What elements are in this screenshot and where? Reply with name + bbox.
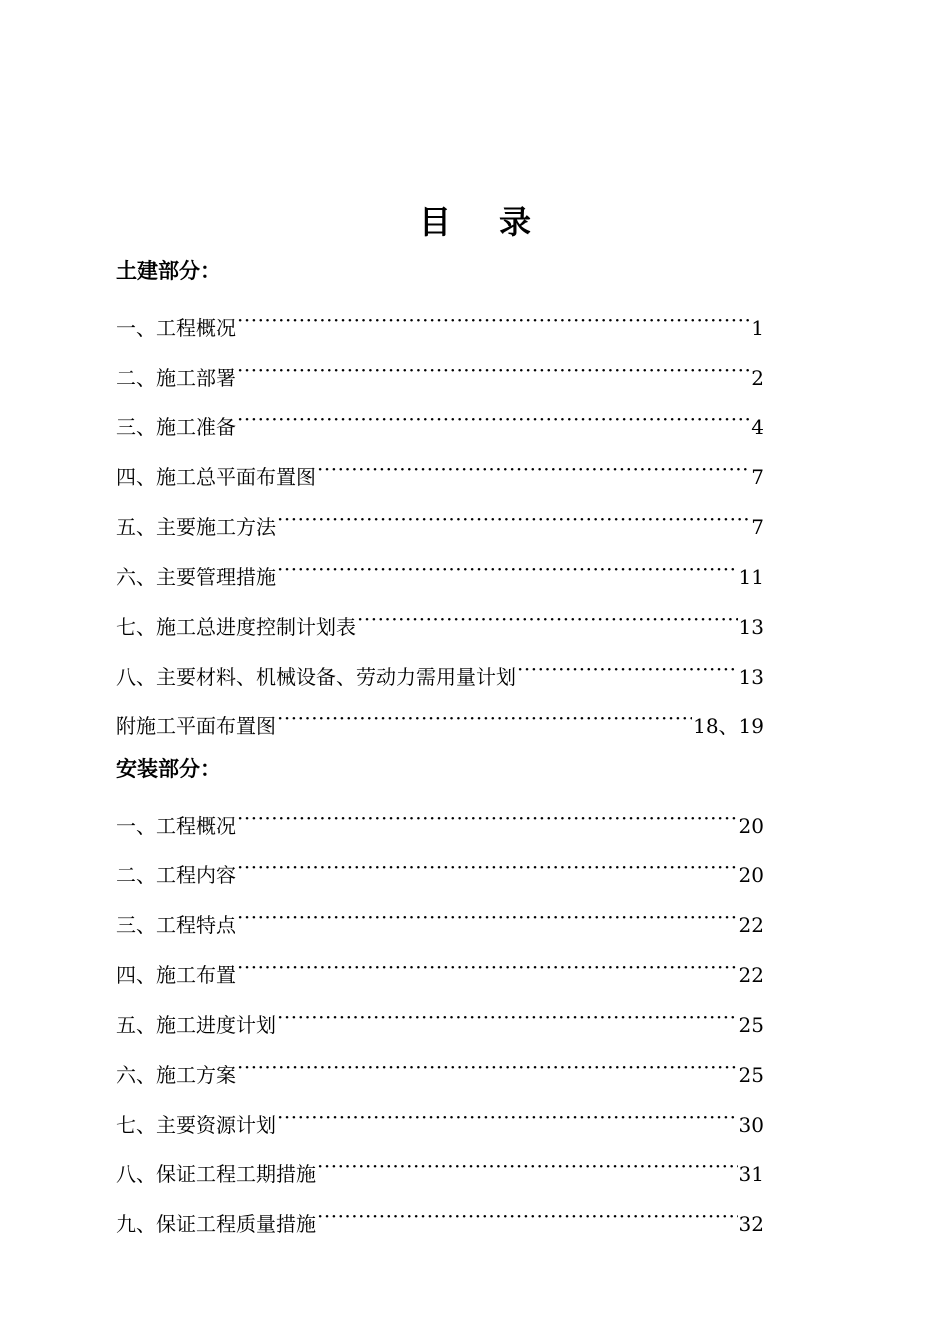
toc-entry-page: 20 bbox=[738, 814, 764, 838]
toc-entry-label: 五、主要施工方法 bbox=[116, 515, 276, 539]
dot-leader bbox=[317, 1201, 738, 1231]
dot-leader bbox=[237, 852, 738, 882]
toc-entry-page: 11 bbox=[738, 565, 764, 589]
toc-entry-label: 二、施工部署 bbox=[116, 366, 236, 390]
toc-entry-label: 二、工程内容 bbox=[116, 863, 236, 887]
toc-entry-page: 25 bbox=[738, 1013, 764, 1037]
dot-leader bbox=[237, 305, 750, 335]
toc-entry[interactable] bbox=[116, 404, 764, 439]
toc-entry-label: 八、保证工程工期措施 bbox=[116, 1162, 316, 1186]
dot-leader bbox=[237, 952, 738, 982]
dot-leader bbox=[357, 604, 738, 634]
toc-entry-page: 13 bbox=[738, 665, 764, 689]
toc-entry-page: 30 bbox=[738, 1113, 764, 1137]
toc-entry[interactable] bbox=[116, 803, 764, 838]
toc-entry-page: 20 bbox=[738, 863, 764, 887]
toc-entry-page: 18、19 bbox=[693, 714, 764, 738]
toc-entry[interactable] bbox=[116, 604, 764, 639]
toc-entry[interactable] bbox=[116, 703, 764, 738]
toc-entry[interactable] bbox=[116, 654, 764, 689]
toc-entry[interactable] bbox=[116, 852, 764, 887]
toc-entry-label: 九、保证工程质量措施 bbox=[116, 1212, 316, 1236]
toc-entry[interactable] bbox=[116, 305, 764, 340]
toc-entry-label: 四、施工布置 bbox=[116, 963, 236, 987]
dot-leader bbox=[237, 355, 750, 385]
dot-leader bbox=[277, 1102, 738, 1132]
toc-entry-label: 四、施工总平面布置图 bbox=[116, 465, 316, 489]
toc-entry-label: 附施工平面布置图 bbox=[116, 714, 276, 738]
toc-entry-page: 22 bbox=[738, 913, 764, 937]
toc-title bbox=[0, 198, 950, 246]
dot-leader bbox=[277, 554, 738, 584]
dot-leader bbox=[317, 454, 750, 484]
dot-leader bbox=[237, 902, 738, 932]
toc-entry-label: 一、工程概况 bbox=[116, 814, 236, 838]
toc-entry-page: 7 bbox=[751, 465, 764, 489]
toc-entry[interactable] bbox=[116, 1002, 764, 1037]
install-section-heading: 安装部分： bbox=[116, 757, 221, 781]
civil-section-heading: 土建部分： bbox=[116, 259, 221, 283]
dot-leader bbox=[237, 404, 750, 434]
toc-entry-label: 一、工程概况 bbox=[116, 316, 236, 340]
toc-entry-label: 六、主要管理措施 bbox=[116, 565, 276, 589]
toc-title-char-2: 录 bbox=[499, 203, 532, 241]
toc-entry[interactable] bbox=[116, 1201, 764, 1236]
dot-leader bbox=[237, 803, 738, 833]
toc-entry-page: 25 bbox=[738, 1063, 764, 1087]
toc-entry-label: 八、主要材料、机械设备、劳动力需用量计划 bbox=[116, 665, 516, 689]
dot-leader bbox=[517, 654, 738, 684]
dot-leader bbox=[237, 1052, 738, 1082]
toc-entry-page: 7 bbox=[751, 515, 764, 539]
toc-title-char-1: 目 bbox=[418, 203, 451, 241]
toc-entry-label: 七、施工总进度控制计划表 bbox=[116, 615, 356, 639]
toc-entry[interactable] bbox=[116, 454, 764, 489]
toc-entry-page: 31 bbox=[738, 1162, 764, 1186]
toc-entry-label: 三、工程特点 bbox=[116, 913, 236, 937]
toc-entry-label: 七、主要资源计划 bbox=[116, 1113, 276, 1137]
toc-entry-page: 32 bbox=[738, 1212, 764, 1236]
toc-entry-page: 13 bbox=[738, 615, 764, 639]
toc-entry-page: 4 bbox=[751, 415, 764, 439]
toc-entry[interactable] bbox=[116, 355, 764, 390]
toc-entry[interactable] bbox=[116, 902, 764, 937]
toc-entry-label: 五、施工进度计划 bbox=[116, 1013, 276, 1037]
toc-entry[interactable] bbox=[116, 554, 764, 589]
dot-leader bbox=[277, 703, 692, 733]
dot-leader bbox=[277, 504, 750, 534]
toc-entry[interactable] bbox=[116, 504, 764, 539]
toc-entry[interactable] bbox=[116, 952, 764, 987]
toc-entry[interactable] bbox=[116, 1052, 764, 1087]
toc-entry-page: 22 bbox=[738, 963, 764, 987]
toc-entry[interactable] bbox=[116, 1102, 764, 1137]
toc-entry-label: 六、施工方案 bbox=[116, 1063, 236, 1087]
dot-leader bbox=[317, 1151, 738, 1181]
toc-entry-label: 三、施工准备 bbox=[116, 415, 236, 439]
toc-entry-page: 1 bbox=[751, 316, 764, 340]
toc-entry[interactable] bbox=[116, 1151, 764, 1186]
toc-entry-page: 2 bbox=[751, 366, 764, 390]
dot-leader bbox=[277, 1002, 738, 1032]
